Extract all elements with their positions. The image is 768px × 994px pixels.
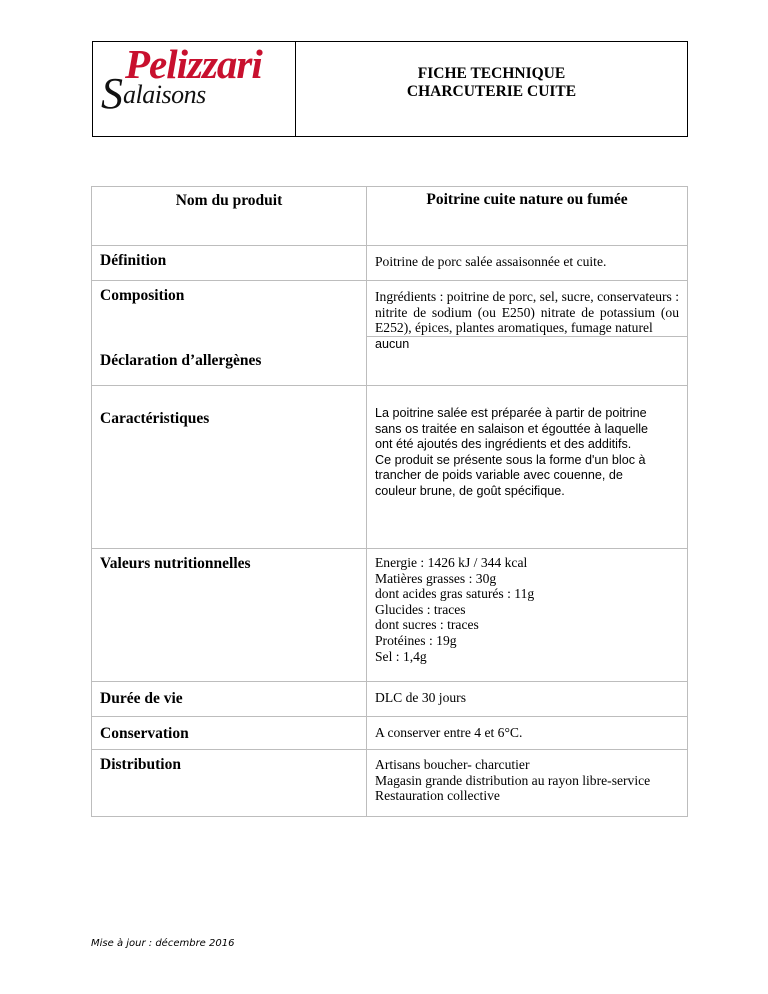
caracteristiques-line: La poitrine salée est préparée à partir de poitrine bbox=[375, 406, 647, 420]
document-title bbox=[296, 42, 687, 136]
col1-header: Nom du produit bbox=[92, 187, 367, 246]
composition-label: Composition bbox=[100, 287, 185, 304]
row-definition bbox=[92, 246, 688, 281]
row-duree bbox=[92, 682, 688, 717]
caracteristiques-line: Ce produit se présente sous la forme d'un bloc à bbox=[375, 452, 646, 467]
valeurs-line: Protéines : 19g bbox=[375, 632, 457, 648]
conservation-value: A conserver entre 4 et 6°C. bbox=[367, 717, 688, 750]
title-line-2: CHARCUTERIE CUITE bbox=[406, 83, 577, 100]
product-table bbox=[91, 186, 688, 817]
duree-value: DLC de 30 jours bbox=[367, 682, 688, 717]
update-date: Mise à jour : décembre 2016 bbox=[91, 938, 235, 949]
composition-value: Ingrédients : poitrine de porc, sel, sucre, conservateurs : nitrite de sodium (ou E250) nitrate de potassium (ou E252), épices, plantes aromatiques, fumage naturel bbox=[375, 289, 679, 336]
distribution-line: Restauration collective bbox=[375, 788, 500, 804]
distribution-line: Artisans boucher- charcutier bbox=[375, 757, 530, 772]
header-box bbox=[92, 41, 688, 137]
product-name: Poitrine cuite nature ou fumée bbox=[367, 187, 688, 246]
caracteristiques-label: Caractéristiques bbox=[92, 386, 367, 549]
definition-label: Définition bbox=[92, 246, 367, 281]
definition-value: Poitrine de porc salée assaisonnée et cuite. bbox=[367, 246, 688, 281]
valeurs-line: dont sucres : traces bbox=[375, 617, 479, 633]
valeurs-value bbox=[367, 549, 688, 682]
logo-brand: Pelizzari bbox=[125, 41, 262, 87]
valeurs-line: dont acides gras saturés : 11g bbox=[375, 586, 535, 602]
row-conservation bbox=[92, 717, 688, 750]
logo-initial: S bbox=[101, 69, 123, 118]
title-line-1: FICHE TECHNIQUE bbox=[417, 65, 566, 82]
row-caracteristiques bbox=[92, 386, 688, 549]
valeurs-line: Matières grasses : 30g bbox=[375, 570, 497, 586]
logo bbox=[93, 42, 296, 136]
distribution-line: Magasin grande distribution au rayon libre-service bbox=[375, 772, 651, 788]
composition-allergenes-values bbox=[367, 281, 688, 386]
distribution-label: Distribution bbox=[92, 750, 367, 817]
table-header-row bbox=[92, 187, 688, 246]
valeurs-line: Glucides : traces bbox=[375, 601, 466, 617]
composition-allergenes-labels bbox=[92, 281, 367, 386]
valeurs-label: Valeurs nutritionnelles bbox=[92, 549, 367, 682]
allergenes-label: Déclaration d’allergènes bbox=[100, 352, 262, 369]
row-distribution bbox=[92, 750, 688, 817]
distribution-value bbox=[367, 750, 688, 817]
logo-subtitle: alaisons bbox=[123, 80, 206, 109]
caracteristiques-value bbox=[367, 386, 688, 549]
row-valeurs bbox=[92, 549, 688, 682]
duree-label: Durée de vie bbox=[92, 682, 367, 717]
valeurs-line: Energie : 1426 kJ / 344 kcal bbox=[375, 555, 528, 570]
caracteristiques-line: ont été ajoutés des ingrédients et des additifs. bbox=[375, 437, 632, 452]
valeurs-line: Sel : 1,4g bbox=[375, 648, 427, 664]
caracteristiques-line: couleur brune, de goût spécifique. bbox=[375, 483, 565, 498]
caracteristiques-line: sans os traitée en salaison et égouttée à laquelle bbox=[375, 421, 649, 436]
allergenes-value: aucun bbox=[367, 336, 687, 353]
conservation-label: Conservation bbox=[92, 717, 367, 750]
row-composition-allergenes bbox=[92, 281, 688, 386]
caracteristiques-line: trancher de poids variable avec couenne, de bbox=[375, 468, 623, 483]
